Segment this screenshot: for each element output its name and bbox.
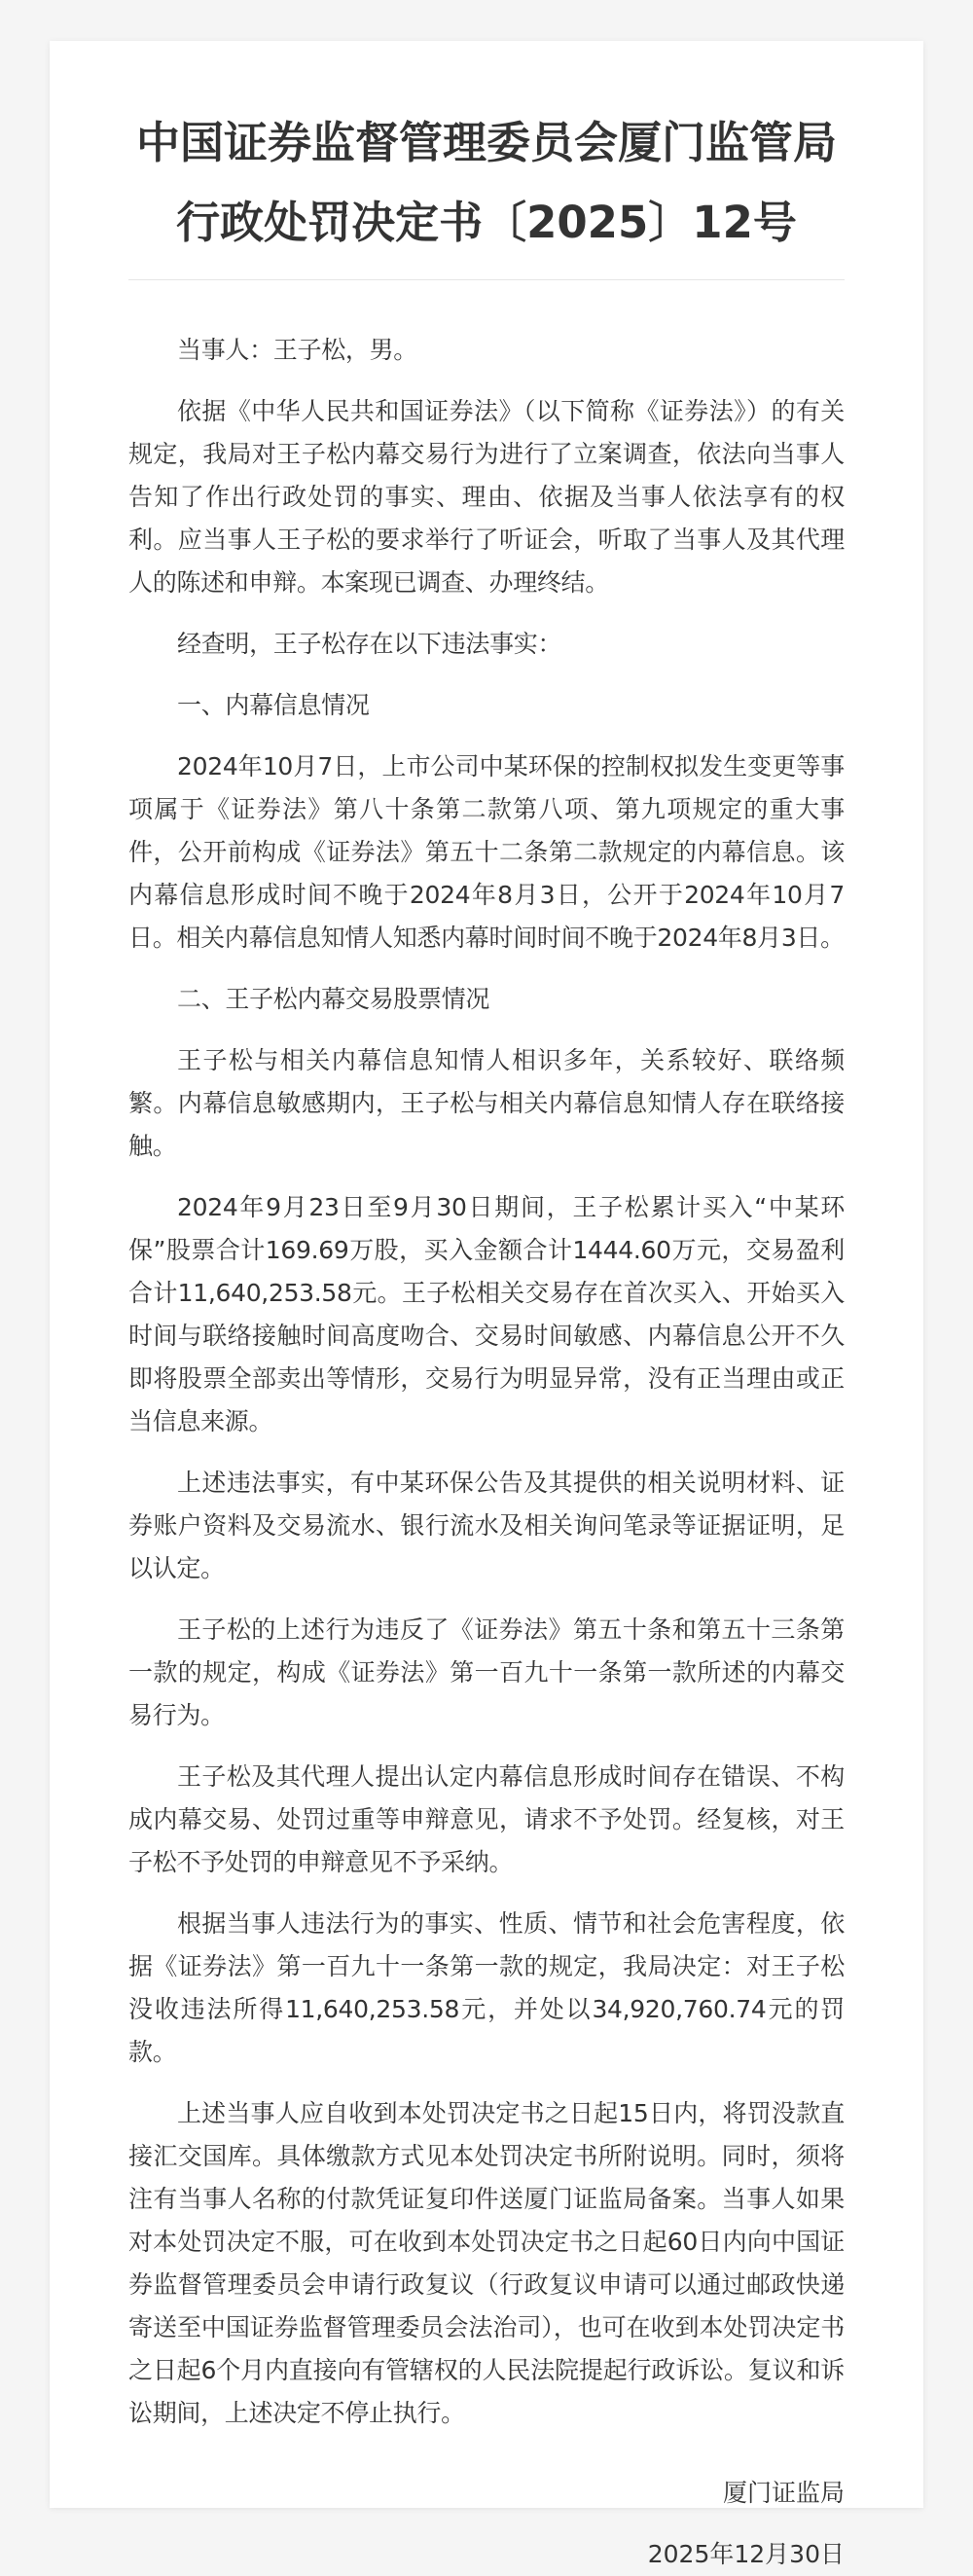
paragraph-insider-info: 2024年10月7日，上市公司中某环保的控制权拟发生变更等事项属于《证券法》第八十条第二款第八项、第九项规定的重大事件，公开前构成《证券法》第五十二条第二款规定的内幕信息。该内幕信息形成时间不晚于2024年8月3日，公开于2024年10月7日。相关内幕信息知情人知悉内幕时间时间不晚于2024年8月3日。 — [128, 752, 845, 952]
paragraph-basis: 依据《中华人民共和国证券法》（以下简称《证券法》）的有关规定，我局对王子松内幕交易行为进行了立案调查，依法向当事人告知了作出行政处罚的事实、理由、依据及当事人依法享有的权利。应当事人王子松的要求举行了听证会，听取了当事人及其代理人的陈述和申辩。本案现已调查、办理终结。 — [128, 397, 845, 597]
document-card — [50, 41, 923, 2568]
document-body — [128, 329, 845, 2435]
signature-org: 厦门证监局 — [722, 2479, 845, 2507]
paragraph-decision: 根据当事人违法行为的事实、性质、情节和社会危害程度，依据《证券法》第一百九十一条第一款的规定，我局决定：对王子松没收违法所得11,640,253.58元，并处以34,920,760.74元的罚款。 — [128, 1909, 845, 2066]
paragraph-payment-appeal: 上述当事人应自收到本处罚决定书之日起15日内，将罚没款直接汇交国库。具体缴款方式见本处罚决定书所附说明。同时，须将注有当事人名称的付款凭证复印件送厦门证监局备案。当事人如果对本处罚决定不服，可在收到本处罚决定书之日起60日内向中国证券监督管理委员会申请行政复议（行政复议申请可以通过邮政快递寄送至中国证券监督管理委员会法治司），也可在收到本处罚决定书之日起6个月内直接向有管辖权的人民法院提起行政诉讼。复议和诉讼期间，上述决定不停止执行。 — [128, 2099, 845, 2427]
paragraph-violation: 王子松的上述行为违反了《证券法》第五十条和第五十三条第一款的规定，构成《证券法》第一百九十一条第一款所述的内幕交易行为。 — [128, 1615, 845, 1729]
paragraph-evidence: 上述违法事实，有中某环保公告及其提供的相关说明材料、证券账户资料及交易流水、银行流水及相关询问笔录等证据证明，足以认定。 — [128, 1469, 845, 1582]
signature-date: 2025年12月30日 — [647, 2540, 845, 2568]
paragraph-relationship: 王子松与相关内幕信息知情人相识多年，关系较好、联络频繁。内幕信息敏感期内，王子松与相关内幕信息知情人存在联络接触。 — [128, 1046, 845, 1160]
title-divider — [128, 279, 845, 280]
page-title — [128, 103, 845, 263]
paragraph-findings-intro: 经查明，王子松存在以下违法事实： — [177, 630, 562, 658]
paragraph-defense: 王子松及其代理人提出认定内幕信息形成时间存在错误、不构成内幕交易、处罚过重等申辩意见，请求不予处罚。经复核，对王子松不予处罚的申辩意见不予采纳。 — [128, 1762, 845, 1876]
section-heading-1: 一、内幕信息情况 — [177, 691, 370, 719]
section-heading-2: 二、王子松内幕交易股票情况 — [177, 985, 490, 1013]
title-line-2: 行政处罚决定书〔2025〕12号 — [176, 197, 797, 248]
title-line-1: 中国证券监督管理委员会厦门监管局 — [135, 117, 837, 168]
paragraph-trading: 2024年9月23日至9月30日期间，王子松累计买入“中某环保”股票合计169.69万股，买入金额合计1444.60万元，交易盈利合计11,640,253.58元。王子松相关交易存在首次买入、开始买入时间与联络接触时间高度吻合、交易时间敏感、内幕信息公开不久即将股票全部卖出等情形，交易行为明显异常，没有正当理由或正当信息来源。 — [128, 1193, 845, 1435]
paragraph-party: 当事人：王子松，男。 — [177, 336, 418, 364]
